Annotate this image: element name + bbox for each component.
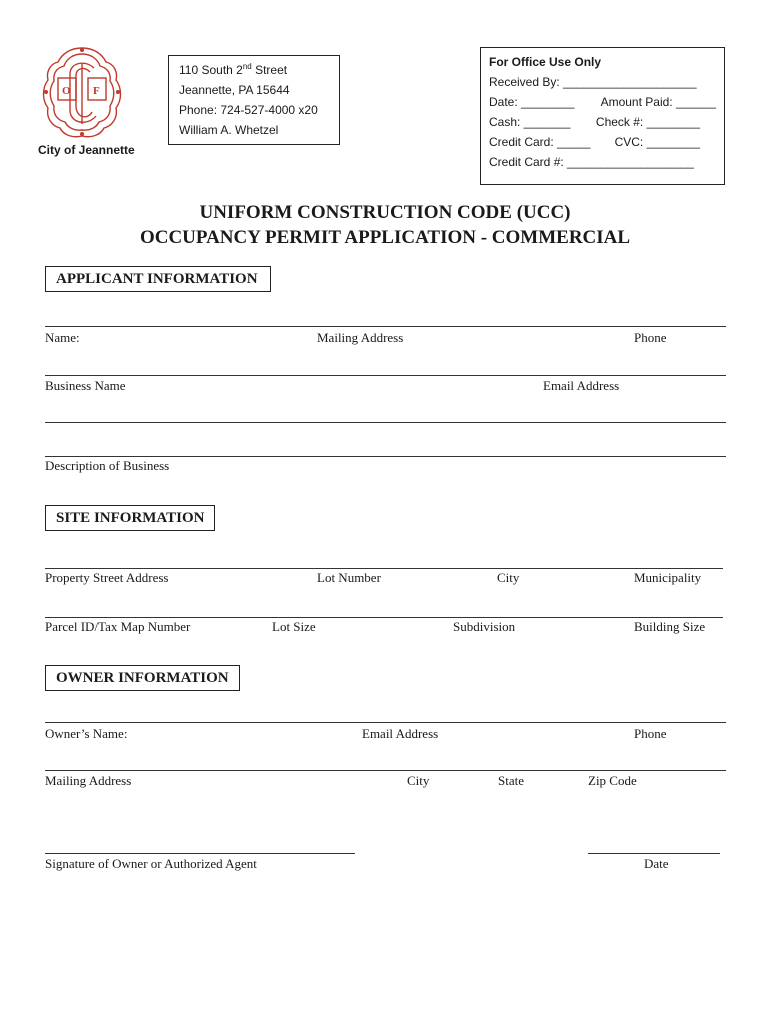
office-date-field: Date: ________	[489, 95, 575, 109]
site-section-heading: SITE INFORMATION	[45, 505, 215, 531]
lot-number-label: Lot Number	[317, 570, 381, 585]
site-line-2[interactable]	[45, 617, 723, 618]
check-field: Check #: ________	[595, 115, 700, 129]
owner-section-heading: OWNER INFORMATION	[45, 665, 240, 691]
owner-state-label: State	[498, 773, 524, 788]
business-name-label: Business Name	[45, 378, 126, 393]
description-line-2[interactable]	[45, 456, 726, 457]
city-caption: City of Jeannette	[38, 143, 135, 157]
owner-mailing-address-label: Mailing Address	[45, 773, 132, 788]
subdivision-label: Subdivision	[453, 619, 516, 634]
form-title-line1: UNIFORM CONSTRUCTION CODE (UCC)	[199, 202, 571, 223]
office-use-title: For Office Use Only	[489, 55, 602, 69]
credit-card-field: Credit Card: _____	[489, 135, 591, 149]
site-city-label: City	[497, 570, 520, 585]
owners-name-label: Owner’s Name:	[45, 726, 128, 741]
owner-line-1[interactable]	[45, 722, 726, 723]
owner-zip-label: Zip Code	[588, 773, 637, 788]
owner-line-2[interactable]	[45, 770, 726, 771]
lot-size-label: Lot Size	[272, 619, 316, 634]
building-size-label: Building Size	[634, 619, 706, 634]
signature-date-label: Date	[644, 856, 669, 871]
parcel-id-label: Parcel ID/Tax Map Number	[45, 619, 191, 634]
signature-line[interactable]	[45, 853, 355, 854]
svg-text:F: F	[93, 85, 100, 97]
address-box	[168, 55, 340, 145]
cvc-field: CVC: ________	[614, 135, 700, 149]
owner-email-label: Email Address	[362, 726, 439, 741]
owner-city-label: City	[407, 773, 430, 788]
municipality-label: Municipality	[634, 570, 702, 585]
svg-text:O: O	[62, 85, 71, 97]
address-contact: William A. Whetzel	[179, 123, 279, 137]
applicant-line-1[interactable]	[45, 326, 726, 327]
signature-label: Signature of Owner or Authorized Agent	[45, 856, 257, 871]
address-city: Jeannette, PA 15644	[179, 83, 290, 97]
description-label: Description of Business	[45, 458, 170, 473]
cash-field: Cash: _______	[489, 115, 571, 129]
mailing-address-label: Mailing Address	[317, 330, 404, 345]
city-seal-logo	[40, 44, 124, 140]
email-address-label: Email Address	[543, 378, 620, 393]
received-by-field: Received By: ____________________	[489, 75, 697, 89]
applicant-line-2[interactable]	[45, 375, 726, 376]
phone-label: Phone	[634, 330, 667, 345]
site-line-1[interactable]	[45, 568, 723, 569]
amount-paid-field: Amount Paid: ______	[600, 95, 716, 109]
address-phone: Phone: 724-527-4000 x20	[179, 103, 318, 117]
signature-date-line[interactable]	[588, 853, 720, 854]
applicant-section-heading: APPLICANT INFORMATION	[45, 266, 271, 292]
owner-phone-label: Phone	[634, 726, 667, 741]
name-label: Name:	[45, 330, 80, 345]
credit-card-number-field: Credit Card #: ___________________	[489, 155, 694, 169]
office-use-box	[480, 47, 725, 185]
description-line-1[interactable]	[45, 422, 726, 423]
address-street: 110 South 2nd Street	[179, 62, 288, 77]
form-title-line2: OCCUPANCY PERMIT APPLICATION - COMMERCIAL	[139, 227, 631, 248]
property-street-label: Property Street Address	[45, 570, 169, 585]
